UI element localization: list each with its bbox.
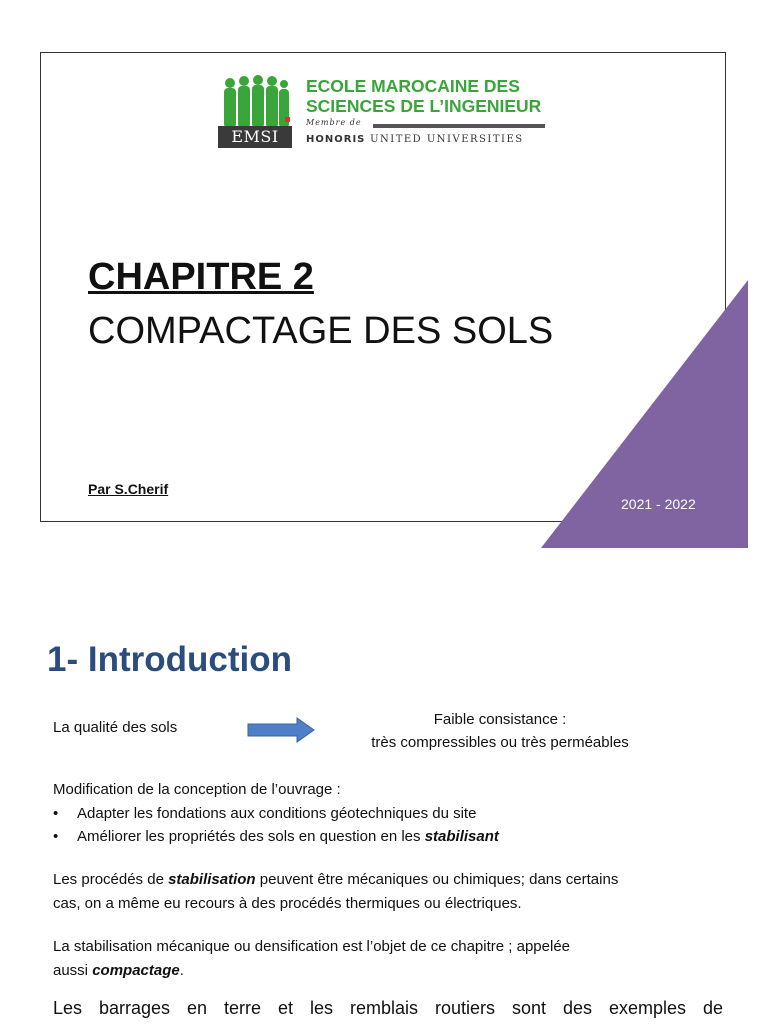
honoris-label <box>306 134 524 145</box>
para-text: La stabilisation mécanique ou densification est l’objet de ce chapitre ; appelée <box>53 938 571 955</box>
para-emphasis: stabilisation <box>168 871 256 888</box>
school-name <box>306 76 541 116</box>
united-universities-word: UNITED UNIVERSITIES <box>370 134 524 145</box>
bullet-text: Adapter les fondations aux conditions géotechniques du site <box>77 805 477 822</box>
author: Par S.Cherif <box>88 481 169 497</box>
chapter-subtitle: COMPACTAGE DES SOLS <box>88 310 554 352</box>
section-heading: 1- Introduction <box>47 640 292 679</box>
para-text: cas, on a même eu recours à des procédés thermiques ou électriques. <box>53 895 522 912</box>
compactage-paragraph <box>53 935 723 983</box>
quality-label: La qualité des sols <box>53 719 178 736</box>
para-text: aussi <box>53 962 93 979</box>
academic-year: 2021 - 2022 <box>621 496 696 512</box>
emsi-wordmark: EMSI <box>218 126 292 148</box>
para-text: . <box>179 962 184 979</box>
para-text: Les procédés de <box>53 871 169 888</box>
chapter-title: CHAPITRE 2 <box>88 256 314 298</box>
consistance-heading: Faible consistance : <box>433 711 567 728</box>
stabilisation-paragraph <box>53 868 723 916</box>
school-name-line1: ECOLE MAROCAINE DES <box>306 76 520 96</box>
membre-label: Membre de <box>306 118 362 127</box>
honoris-word: HONORIS <box>306 134 366 145</box>
consistance-detail: très compressibles ou très perméables <box>371 734 629 751</box>
bullet-item: • Améliorer les propriétés des sols en question en les stabilisant <box>53 828 499 845</box>
bullet-item: • Adapter les fondations aux conditions géotechniques du site <box>53 805 477 822</box>
modification-heading: Modification de la conception de l’ouvrage : <box>53 781 341 798</box>
emsi-logo <box>218 74 548 154</box>
bullet-text: Améliorer les propriétés des sols en question en les <box>77 828 425 845</box>
logo-divider <box>373 124 545 128</box>
bullet-emphasis: stabilisant <box>424 828 499 845</box>
people-silhouettes-icon <box>218 74 292 128</box>
para-emphasis: compactage <box>92 962 180 979</box>
para-text: peuvent être mécaniques ou chimiques; dans certains <box>255 871 619 888</box>
right-arrow-icon <box>247 717 315 743</box>
examples-paragraph: Les barrages en terre et les remblais routiers sont des exemples de <box>53 998 723 1018</box>
school-name-line2: SCIENCES DE L’INGENIEUR <box>306 96 542 116</box>
